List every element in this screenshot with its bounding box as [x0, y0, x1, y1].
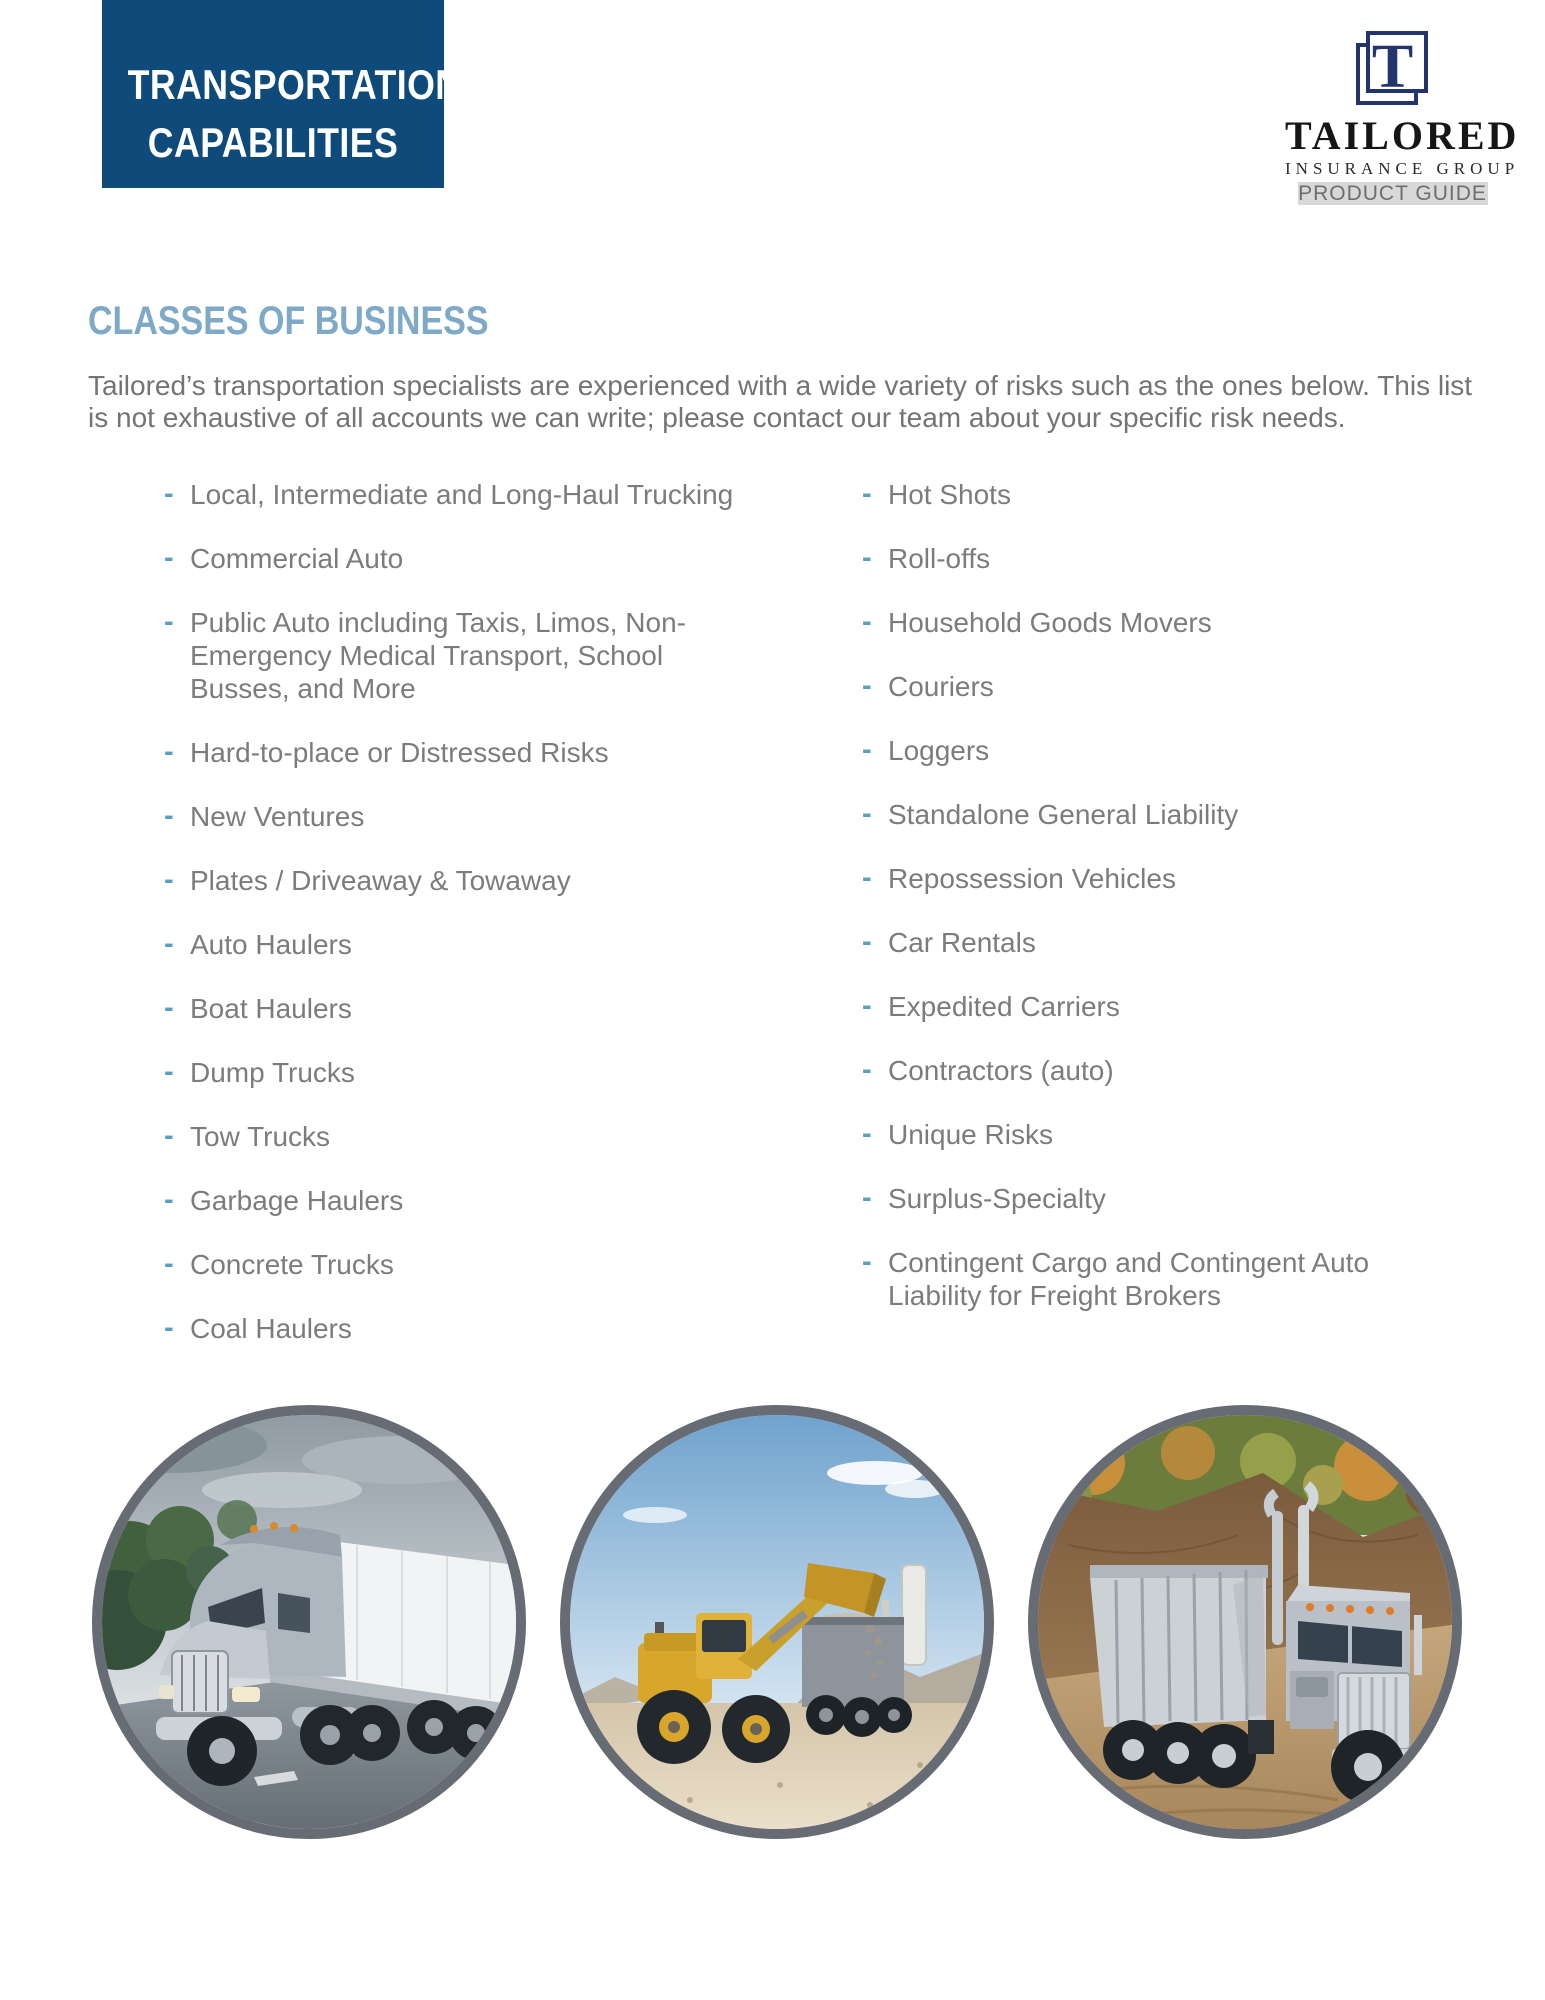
list-item — [862, 1246, 1392, 1312]
list-item — [862, 926, 1392, 959]
dash-bullet-icon: - — [862, 478, 872, 510]
list-item — [164, 928, 774, 961]
list-item — [862, 734, 1392, 767]
banner-line-1: TRANSPORTATION — [127, 61, 462, 108]
list-item-label: Household Goods Movers — [888, 607, 1212, 638]
list-item — [164, 542, 774, 575]
list-item-label: New Ventures — [190, 801, 365, 832]
tailored-monogram-icon — [1353, 30, 1433, 108]
list-item — [164, 478, 774, 511]
list-item — [164, 1056, 774, 1089]
list-item — [164, 992, 774, 1025]
list-item-label: Loggers — [888, 735, 990, 766]
list-item — [164, 1312, 774, 1345]
list-item-label: Car Rentals — [888, 927, 1036, 958]
list-item — [164, 736, 774, 769]
dump-truck-photo — [1028, 1405, 1462, 1839]
list-item-label: Garbage Haulers — [190, 1185, 404, 1216]
dash-bullet-icon: - — [164, 478, 174, 510]
list-item-label: Boat Haulers — [190, 993, 352, 1024]
transportation-capabilities-banner — [102, 0, 462, 188]
list-item-label: Surplus-Specialty — [888, 1183, 1106, 1214]
list-item-label: Tow Trucks — [190, 1121, 331, 1152]
dash-bullet-icon: - — [164, 1120, 174, 1152]
classes-of-business-heading: CLASSES OF BUSINESS — [88, 299, 489, 343]
business-list-right — [862, 478, 1392, 1343]
dash-bullet-icon: - — [164, 1184, 174, 1216]
dash-bullet-icon: - — [862, 1118, 872, 1150]
list-item-label: Roll-offs — [888, 543, 991, 574]
dash-bullet-icon: - — [862, 926, 872, 958]
dash-bullet-icon: - — [164, 864, 174, 896]
list-item-label: Dump Trucks — [190, 1057, 355, 1088]
dash-bullet-icon: - — [164, 1312, 174, 1344]
list-item — [164, 606, 774, 705]
list-item-label: Coal Haulers — [190, 1313, 352, 1344]
list-item — [862, 542, 1392, 575]
list-item — [164, 1120, 774, 1153]
dash-bullet-icon: - — [164, 606, 174, 638]
tailored-insurance-group-logo — [1285, 30, 1520, 205]
dash-bullet-icon: - — [164, 800, 174, 832]
list-item-label: Repossession Vehicles — [888, 863, 1176, 894]
intro-paragraph: Tailored’s transportation specialists are experienced with a wide variety of risks such as the ones below. This list is not exhaustive of all accounts we can write; please contact our team about your specific risk needs. — [88, 370, 1473, 433]
list-item — [164, 800, 774, 833]
list-item — [164, 1184, 774, 1217]
dash-bullet-icon: - — [164, 1248, 174, 1280]
list-item — [862, 990, 1392, 1023]
dash-bullet-icon: - — [862, 798, 872, 830]
semi-truck-photo — [92, 1405, 526, 1839]
dash-bullet-icon: - — [862, 1054, 872, 1086]
dash-bullet-icon: - — [862, 606, 872, 638]
list-item-label: Concrete Trucks — [190, 1249, 394, 1280]
dash-bullet-icon: - — [862, 862, 872, 894]
list-item-label: Commercial Auto — [190, 543, 404, 574]
list-item-label: Expedited Carriers — [888, 991, 1120, 1022]
wheel-loader-photo — [560, 1405, 994, 1839]
dash-bullet-icon: - — [862, 1246, 872, 1278]
list-item-label: Public Auto including Taxis, Limos, Non-Emergency Medical Transport, School Busses, and More — [190, 607, 686, 704]
list-item — [862, 478, 1392, 511]
dash-bullet-icon: - — [862, 542, 872, 574]
dash-bullet-icon: - — [164, 736, 174, 768]
list-item — [862, 1118, 1392, 1151]
dash-bullet-icon: - — [164, 928, 174, 960]
list-item-label: Contractors (auto) — [888, 1055, 1114, 1086]
list-item — [862, 606, 1392, 639]
list-item — [164, 1248, 774, 1281]
dash-bullet-icon: - — [862, 670, 872, 702]
banner-line-2: CAPABILITIES — [147, 119, 399, 166]
business-list-left — [164, 478, 774, 1376]
list-item — [862, 798, 1392, 831]
list-item-label: Unique Risks — [888, 1119, 1053, 1150]
list-item-label: Couriers — [888, 671, 994, 702]
logo-name: TAILORED — [1285, 113, 1520, 158]
list-item — [862, 1182, 1392, 1215]
list-item-label: Plates / Driveaway & Towaway — [190, 865, 571, 896]
logo-subtitle: INSURANCE GROUP — [1285, 159, 1520, 178]
product-guide-badge: PRODUCT GUIDE — [1298, 182, 1487, 205]
list-item — [164, 864, 774, 897]
list-item — [862, 862, 1392, 895]
list-item — [862, 670, 1392, 703]
list-item-label: Local, Intermediate and Long-Haul Trucking — [190, 479, 734, 510]
list-item-label: Hard-to-place or Distressed Risks — [190, 737, 609, 768]
list-item-label: Hot Shots — [888, 479, 1011, 510]
list-item-label: Contingent Cargo and Contingent Auto Liability for Freight Brokers — [888, 1247, 1370, 1311]
list-item — [862, 1054, 1392, 1087]
dash-bullet-icon: - — [862, 734, 872, 766]
dash-bullet-icon: - — [164, 992, 174, 1024]
list-item-label: Standalone General Liability — [888, 799, 1239, 830]
dash-bullet-icon: - — [862, 990, 872, 1022]
dash-bullet-icon: - — [164, 542, 174, 574]
dash-bullet-icon: - — [164, 1056, 174, 1088]
dash-bullet-icon: - — [862, 1182, 872, 1214]
list-item-label: Auto Haulers — [190, 929, 352, 960]
logo-letter-t: T — [1371, 33, 1414, 101]
